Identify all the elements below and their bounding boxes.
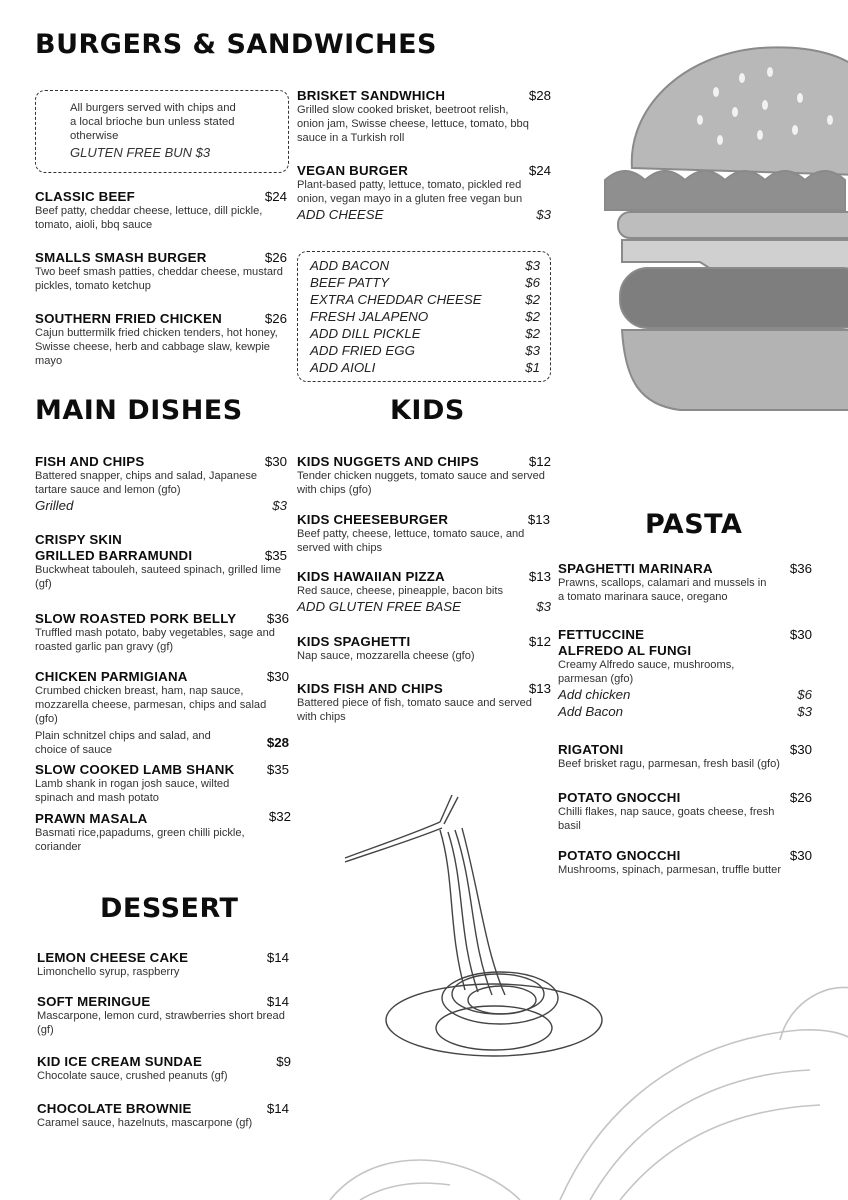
menu-item bbox=[35, 809, 291, 854]
item-name: CRISPY SKIN bbox=[35, 532, 122, 547]
addon-price: $2 bbox=[525, 326, 540, 341]
addons-box bbox=[297, 251, 551, 382]
item-description: Caramel sauce, hazelnuts, mascarpone (gf) bbox=[37, 1117, 253, 1129]
item-description: Lamb shank in rogan josh sauce, wilted spinach and mash potato bbox=[35, 778, 230, 805]
extra-label: Add Bacon bbox=[558, 704, 624, 720]
alt-description: Plain schnitzel chips and salad, and choice of sauce bbox=[35, 729, 211, 756]
menu-item bbox=[37, 994, 289, 1037]
menu-item bbox=[558, 790, 812, 833]
addon-row bbox=[310, 274, 540, 291]
item-description: Red sauce, cheese, pineapple, bacon bits bbox=[297, 585, 503, 597]
item-name: SPAGHETTI MARINARA bbox=[558, 561, 713, 576]
addon-label: ADD FRIED EGG bbox=[310, 343, 415, 358]
extra-price: $3 bbox=[272, 498, 287, 514]
item-name: KIDS CHEESEBURGER bbox=[297, 512, 449, 527]
burgers-section-title: BURGERS & SANDWICHES bbox=[35, 29, 437, 60]
addon-label: ADD BACON bbox=[310, 258, 390, 273]
item-description: Limonchello syrup, raspberry bbox=[37, 966, 180, 978]
item-price: $30 bbox=[789, 848, 812, 863]
item-description: Basmati rice,papadums, green chilli pickle, coriander bbox=[35, 827, 245, 854]
menu-item bbox=[35, 669, 289, 757]
item-description: Nap sauce, mozzarella cheese (gfo) bbox=[297, 650, 475, 662]
burger-note-line: All burgers served with chips and bbox=[70, 102, 236, 114]
addon-row bbox=[310, 342, 540, 359]
alt-price: $28 bbox=[266, 735, 289, 751]
item-price: $28 bbox=[528, 88, 551, 103]
menu-item bbox=[35, 311, 287, 369]
addon-price: $6 bbox=[525, 275, 540, 290]
item-price: $24 bbox=[528, 163, 551, 178]
item-price: $35 bbox=[266, 762, 289, 777]
menu-item bbox=[37, 1054, 291, 1083]
menu-item bbox=[297, 681, 551, 724]
item-price: $26 bbox=[789, 790, 812, 805]
menu-item bbox=[37, 950, 289, 979]
menu-item bbox=[297, 512, 551, 555]
item-description: Beef patty, cheese, lettuce, tomato sauce, and served with chips bbox=[297, 528, 525, 555]
item-extra bbox=[297, 206, 551, 223]
item-name: KIDS NUGGETS AND CHIPS bbox=[297, 454, 479, 469]
item-price: $14 bbox=[266, 1101, 289, 1116]
addon-row bbox=[310, 308, 540, 325]
item-name: CHICKEN PARMIGIANA bbox=[35, 669, 188, 684]
item-name: POTATO GNOCCHI bbox=[558, 790, 681, 805]
item-name: KIDS HAWAIIAN PIZZA bbox=[297, 569, 445, 584]
item-name: FETTUCCINE bbox=[558, 627, 645, 642]
addon-price: $2 bbox=[525, 309, 540, 324]
item-name: SLOW COOKED LAMB SHANK bbox=[35, 762, 235, 777]
item-name: CLASSIC BEEF bbox=[35, 189, 135, 204]
item-price: $30 bbox=[789, 627, 812, 642]
menu-item bbox=[558, 627, 812, 720]
kids-section-title: KIDS bbox=[390, 395, 465, 426]
addon-price: $2 bbox=[525, 292, 540, 307]
addon-price: $3 bbox=[525, 258, 540, 273]
burger-note-line: otherwise bbox=[70, 130, 119, 143]
addon-row bbox=[310, 325, 540, 342]
item-alt bbox=[35, 729, 289, 757]
item-description: Mushrooms, spinach, parmesan, truffle butter bbox=[558, 864, 782, 876]
menu-item bbox=[35, 189, 287, 232]
item-price: $32 bbox=[268, 809, 291, 824]
item-description: Prawns, scallops, calamari and mussels in a tomato marinara sauce, oregano bbox=[558, 577, 767, 604]
item-name: RIGATONI bbox=[558, 742, 624, 757]
item-price: $13 bbox=[528, 569, 551, 584]
item-name: SOFT MERINGUE bbox=[37, 994, 151, 1009]
item-extra bbox=[558, 686, 812, 703]
menu-item bbox=[297, 454, 551, 497]
item-description: Battered piece of fish, tomato sauce and served with chips bbox=[297, 697, 532, 724]
item-price: $12 bbox=[528, 634, 551, 649]
menu-item bbox=[35, 532, 287, 591]
extra-price: $3 bbox=[536, 599, 551, 615]
addon-price: $1 bbox=[525, 360, 540, 375]
menu-item bbox=[37, 1101, 289, 1130]
item-name: SLOW ROASTED PORK BELLY bbox=[35, 611, 237, 626]
item-description: Mascarpone, lemon curd, strawberries short bread (gf) bbox=[37, 1010, 285, 1037]
menu-item bbox=[35, 611, 289, 654]
addon-label: ADD AIOLI bbox=[310, 360, 376, 375]
item-price: $36 bbox=[789, 561, 812, 576]
item-price: $13 bbox=[527, 512, 550, 527]
item-price: $26 bbox=[264, 250, 287, 265]
menu-item bbox=[558, 561, 812, 604]
item-name: POTATO GNOCCHI bbox=[558, 848, 681, 863]
menu-item bbox=[297, 88, 551, 146]
burger-note-box bbox=[35, 90, 289, 173]
mains-section-title: MAIN DISHES bbox=[35, 395, 243, 426]
menu-item bbox=[558, 848, 812, 877]
item-name: VEGAN BURGER bbox=[297, 163, 409, 178]
menu-item bbox=[35, 762, 289, 805]
pasta-section-title: PASTA bbox=[645, 509, 743, 540]
item-price: $9 bbox=[276, 1054, 291, 1069]
item-extra bbox=[558, 703, 812, 720]
item-price: $30 bbox=[264, 454, 287, 469]
addon-price: $3 bbox=[525, 343, 540, 358]
item-extra bbox=[297, 598, 551, 615]
extra-label: ADD CHEESE bbox=[297, 207, 384, 223]
item-price: $24 bbox=[264, 189, 287, 204]
extra-price: $3 bbox=[536, 207, 551, 223]
gluten-free-bun-note: GLUTEN FREE BUN $3 bbox=[70, 144, 211, 160]
item-description: Creamy Alfredo sauce, mushrooms, parmesan (gfo) bbox=[558, 659, 735, 686]
addon-label: FRESH JALAPENO bbox=[310, 309, 429, 324]
extra-label: ADD GLUTEN FREE BASE bbox=[297, 599, 462, 615]
addon-label: BEEF PATTY bbox=[310, 275, 390, 290]
burger-note-line: a local brioche bun unless stated bbox=[70, 116, 235, 129]
extra-price: $6 bbox=[797, 687, 812, 703]
item-name: PRAWN MASALA bbox=[35, 811, 148, 826]
item-description: Battered snapper, chips and salad, Japanese tartare sauce and lemon (gfo) bbox=[35, 470, 258, 497]
item-name: KID ICE CREAM SUNDAE bbox=[37, 1054, 203, 1069]
item-price: $13 bbox=[528, 681, 551, 696]
item-description: Two beef smash patties, cheddar cheese, mustard pickles, tomato ketchup bbox=[35, 266, 283, 293]
item-description: Chocolate sauce, crushed peanuts (gf) bbox=[37, 1070, 228, 1082]
item-name: KIDS SPAGHETTI bbox=[297, 634, 411, 649]
item-description: Crumbed chicken breast, ham, nap sauce, mozzarella cheese, parmesan, chips and salad (gfo) bbox=[35, 685, 267, 726]
item-name: ALFREDO AL FUNGI bbox=[558, 643, 692, 658]
addon-row bbox=[310, 257, 540, 274]
menu-item bbox=[35, 454, 287, 514]
addon-row bbox=[310, 291, 540, 308]
item-name: LEMON CHEESE CAKE bbox=[37, 950, 189, 965]
menu-item bbox=[297, 569, 551, 615]
item-description: Buckwheat tabouleh, sauteed spinach, grilled lime (gf) bbox=[35, 564, 282, 591]
item-name: CHOCOLATE BROWNIE bbox=[37, 1101, 192, 1116]
menu-item bbox=[558, 742, 812, 771]
extra-price: $3 bbox=[797, 704, 812, 720]
extra-label: Grilled bbox=[35, 498, 74, 514]
addon-label: EXTRA CHEDDAR CHEESE bbox=[310, 292, 482, 307]
item-price: $35 bbox=[264, 548, 287, 563]
menu-item bbox=[35, 250, 287, 293]
item-description: Grilled slow cooked brisket, beetroot relish, onion jam, Swisse cheese, lettuce, tomato, bbq sauce in a Turkish roll bbox=[297, 104, 529, 145]
item-description: Beef brisket ragu, parmesan, fresh basil (gfo) bbox=[558, 758, 780, 770]
extra-label: Add chicken bbox=[558, 687, 631, 703]
item-description: Tender chicken nuggets, tomato sauce and served with chips (gfo) bbox=[297, 470, 545, 497]
item-description: Beef patty, cheddar cheese, lettuce, dill pickle, tomato, aioli, bbq sauce bbox=[35, 205, 263, 232]
menu-item bbox=[297, 634, 551, 663]
item-name: FISH AND CHIPS bbox=[35, 454, 145, 469]
item-name: GRILLED BARRAMUNDI bbox=[35, 548, 193, 563]
item-description: Truffled mash potato, baby vegetables, sage and roasted garlic pan gravy (gf) bbox=[35, 627, 275, 654]
item-description: Plant-based patty, lettuce, tomato, pickled red onion, vegan mayo in a gluten free vegan bun bbox=[297, 179, 523, 206]
item-extra bbox=[35, 497, 287, 514]
menu-item bbox=[297, 163, 551, 223]
item-price: $30 bbox=[789, 742, 812, 757]
item-price: $26 bbox=[264, 311, 287, 326]
addon-label: ADD DILL PICKLE bbox=[310, 326, 421, 341]
item-price: $14 bbox=[266, 950, 289, 965]
item-price: $36 bbox=[266, 611, 289, 626]
addon-row bbox=[310, 359, 540, 376]
item-name: KIDS FISH AND CHIPS bbox=[297, 681, 443, 696]
item-description: Chilli flakes, nap sauce, goats cheese, fresh basil bbox=[558, 806, 775, 833]
item-name: SMALLS SMASH BURGER bbox=[35, 250, 207, 265]
item-description: Cajun buttermilk fried chicken tenders, hot honey, Swisse cheese, herb and cabbage slaw, kewpie mayo bbox=[35, 327, 278, 368]
item-price: $12 bbox=[528, 454, 551, 469]
item-name: SOUTHERN FRIED CHICKEN bbox=[35, 311, 222, 326]
item-name: BRISKET SANDWHICH bbox=[297, 88, 446, 103]
item-price: $14 bbox=[266, 994, 289, 1009]
item-price: $30 bbox=[266, 669, 289, 684]
dessert-section-title: DESSERT bbox=[100, 893, 239, 924]
